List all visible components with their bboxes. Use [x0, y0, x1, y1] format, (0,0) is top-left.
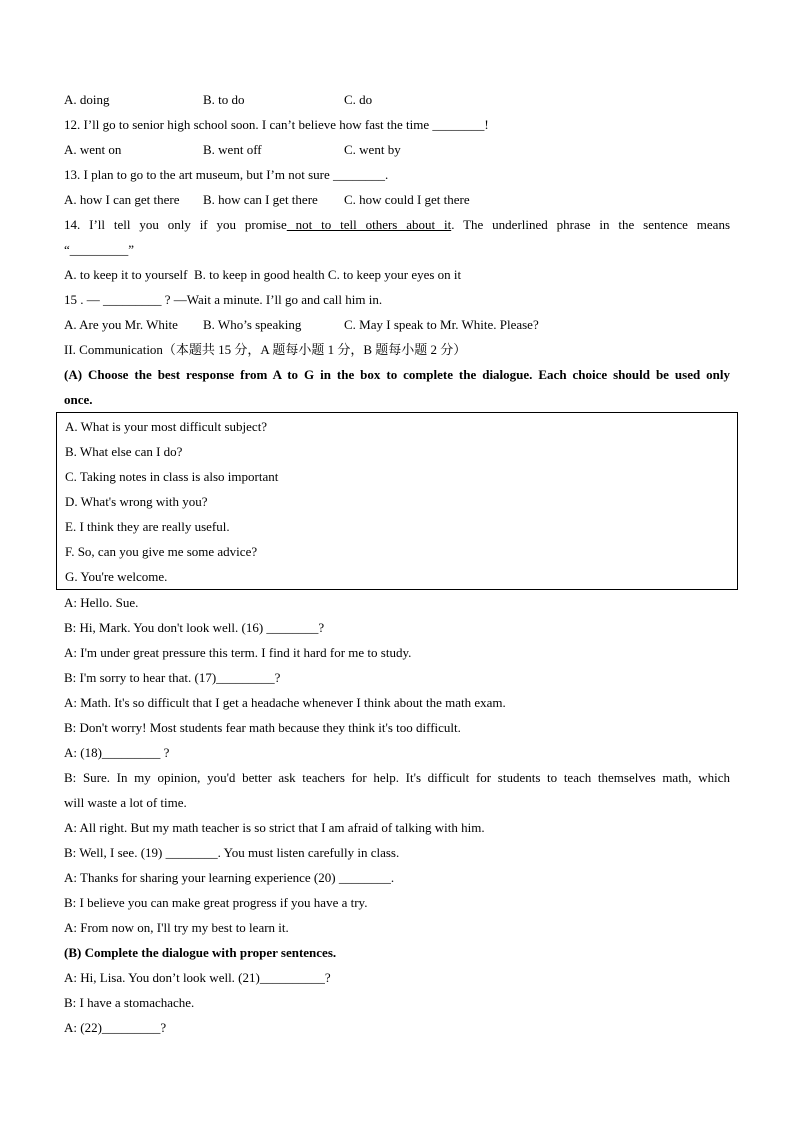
q12-stem: 12. I’ll go to senior high school soon. I can’t believe how fast the time ________! — [64, 117, 489, 132]
q15-option-a: A. Are you Mr. White — [64, 317, 178, 332]
dialogue-line: A: Hi, Lisa. You don’t look well. (21)__________? — [64, 970, 331, 985]
dialogue-line: B: Don't worry! Most students fear math because they think it's too difficult. — [64, 720, 461, 735]
q11-options — [64, 87, 730, 112]
q13-option-a: A. how I can get there — [64, 192, 180, 207]
options-box — [56, 412, 738, 590]
q15-option-c: C. May I speak to Mr. White. Please? — [344, 317, 539, 332]
dialogue-line: B: Hi, Mark. You don't look well. (16) ________? — [64, 620, 325, 635]
box-item-b: B. What else can I do? — [65, 444, 183, 459]
q15-stem: 15 . — _________ ? —Wait a minute. I’ll go and call him in. — [64, 292, 383, 307]
q13-option-c: C. how could I get there — [344, 192, 470, 207]
q14-underlined-phrase: not to tell others about it — [286, 217, 452, 232]
q13-stem: 13. I plan to go to the art museum, but I’m not sure ________. — [64, 167, 389, 182]
q14-options: A. to keep it to yourself B. to keep in good health C. to keep your eyes on it — [64, 267, 462, 282]
q12-option-a: A. went on — [64, 142, 122, 157]
partA-instruction-line1: (A) Choose the best response from A to G in the box to complete the dialogue. Each choice should be used only — [64, 367, 730, 382]
q15-options — [64, 312, 730, 337]
dialogue-line: A: Thanks for sharing your learning experience (20) ________. — [64, 870, 395, 885]
dialogue-line: A: I'm under great pressure this term. I find it hard for me to study. — [64, 645, 412, 660]
dialogue-long-line2: will waste a lot of time. — [64, 795, 187, 810]
box-item-d: D. What's wrong with you? — [65, 494, 208, 509]
dialogue-line: A: Math. It's so difficult that I get a headache whenever I think about the math exam. — [64, 695, 506, 710]
q13-options — [64, 187, 730, 212]
q11-option-c: C. do — [344, 92, 373, 107]
q14-stem-line2: “_________” — [64, 242, 135, 257]
q11-option-b: B. to do — [203, 92, 245, 107]
q11-option-a: A. doing — [64, 92, 110, 107]
box-item-c: C. Taking notes in class is also important — [65, 469, 279, 484]
q13-option-b: B. how can I get there — [203, 192, 318, 207]
dialogue-line: A: All right. But my math teacher is so strict that I am afraid of talking with him. — [64, 820, 485, 835]
dialogue-line: B: Well, I see. (19) ________. You must listen carefully in class. — [64, 845, 400, 860]
exam-page — [64, 87, 730, 1040]
partA-instruction-line2: once. — [64, 392, 93, 407]
q12-options — [64, 137, 730, 162]
q12-option-c: C. went by — [344, 142, 401, 157]
q14-stem-after: . The underlined phrase in the sentence means — [451, 217, 730, 232]
dialogue-long-line1: B: Sure. In my opinion, you'd better ask teachers for help. It's difficult for students to teach themselves math, which — [64, 770, 730, 785]
dialogue-line: A: (18)_________ ? — [64, 745, 170, 760]
box-item-f: F. So, can you give me some advice? — [65, 544, 258, 559]
q15-option-b: B. Who’s speaking — [203, 317, 302, 332]
box-item-e: E. I think they are really useful. — [65, 519, 230, 534]
dialogue-line: B: I believe you can make great progress if you have a try. — [64, 895, 368, 910]
dialogue-line: B: I'm sorry to hear that. (17)_________? — [64, 670, 281, 685]
box-item-a: A. What is your most difficult subject? — [65, 419, 268, 434]
section2-heading: II. Communication（本题共 15 分，A 题每小题 1 分，B 题每小题 2 分） — [64, 342, 467, 357]
dialogue-line: A: Hello. Sue. — [64, 595, 139, 610]
q12-option-b: B. went off — [203, 142, 262, 157]
partB-heading: (B) Complete the dialogue with proper sentences. — [64, 945, 337, 960]
q14-stem-before: 14. I’ll tell you only if you promise — [64, 217, 287, 232]
box-item-g: G. You're welcome. — [65, 569, 168, 584]
dialogue-line: A: From now on, I'll try my best to learn it. — [64, 920, 289, 935]
q14-stem — [64, 212, 730, 237]
dialogue-line: B: I have a stomachache. — [64, 995, 195, 1010]
dialogue-line: A: (22)_________? — [64, 1020, 167, 1035]
